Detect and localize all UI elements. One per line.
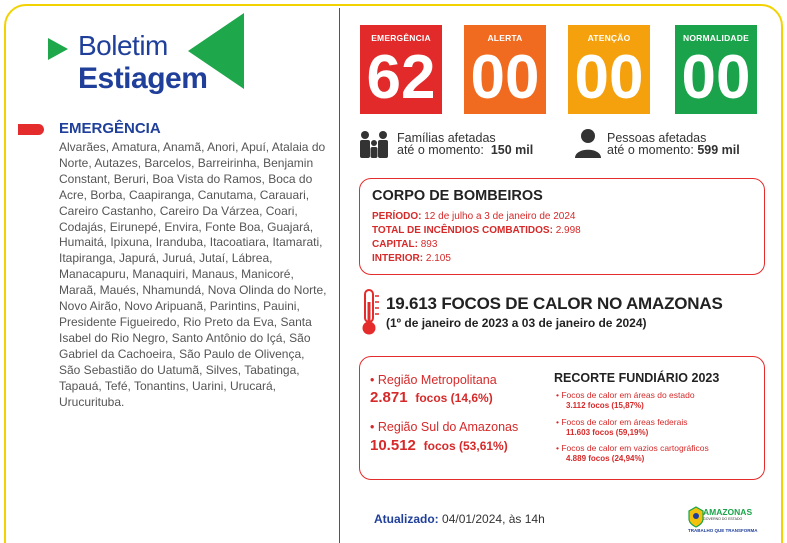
people-count: 599 mil [697, 143, 740, 157]
logo-title-line2: Estiagem [78, 62, 208, 95]
status-card-normalidade [675, 25, 757, 114]
status-label: NORMALIDADE [683, 33, 749, 43]
region-sul-value: 10.512 focos (53,61%) [370, 437, 508, 454]
recorte-value-vazios: 4.889 focos (24,94%) [566, 454, 645, 463]
region-metropolitana-value: 2.871 focos (14,6%) [370, 389, 493, 406]
interior-row: INTERIOR: 2.105 [372, 253, 451, 264]
recorte-value-estado: 3.112 focos (15,87%) [566, 401, 644, 410]
status-label: EMERGÊNCIA [371, 33, 431, 43]
family-icon [357, 130, 391, 160]
emergency-marker-icon [18, 124, 44, 135]
total-row: TOTAL DE INCÊNDIOS COMBATIDOS: 2.998 [372, 225, 581, 236]
recorte-title: RECORTE FUNDIÁRIO 2023 [554, 371, 720, 385]
region-sul-name: • Região Sul do Amazonas [370, 420, 519, 434]
gov-subtitle: GOVERNO DO ESTADO [703, 517, 743, 521]
recorte-item-federais: • Focos de calor em áreas federais [556, 417, 688, 427]
periodo-row: PERÍODO: 12 de julho a 3 de janeiro de 2024 [372, 211, 576, 222]
bombeiros-title: CORPO DE BOMBEIROS [372, 188, 543, 204]
families-affected: Famílias afetadas até o momento: 150 mil [397, 131, 534, 157]
people-affected: Pessoas afetadas até o momento: 599 mil [607, 131, 740, 157]
status-count: 62 [366, 43, 436, 112]
gov-slogan: TRABALHO QUE TRANSFORMA [688, 528, 758, 533]
regions-box [359, 356, 765, 480]
status-card-emergencia [360, 25, 442, 114]
capital-row: CAPITAL: 893 [372, 239, 438, 250]
emergency-heading: EMERGÊNCIA [59, 120, 161, 137]
recorte-item-estado: • Focos de calor em áreas do estado [556, 390, 695, 400]
status-count: 00 [470, 43, 540, 112]
bombeiros-box [359, 178, 765, 275]
logo-triangle-left-icon [48, 38, 68, 60]
logo-title-line1: Boletim [78, 30, 168, 61]
status-count: 00 [574, 43, 644, 112]
emergency-city-list: Alvarães, Amatura, Anamã, Anori, Apuí, Atalaia do Norte, Autazes, Barcelos, Barreirinha, Benjamin Constant, Beruri, Boa Vista do Ramos, Boca do Acre, Borba, Caapiranga, Canutama, Carauari, Careiro Castanho, Careiro Da Várzea, Coari, Codajás, Eirunepé, Envira, Fonte Boa, Guajará, Humaitá, Ipixuna, Iranduba, Itacoatiara, Itamarati, Itapiranga, Japurá, Juruá, Jutaí, Lábrea, Manacapuru, Manaquiri, Manaus, Manicoré, Maraã, Maués, Nhamundá, Nova Olinda do Norte, Novo Airão, Novo Aripuanã, Parintins, Pauini, Presidente Figueiredo, Rio Preto da Eva, Santa Isabel do Rio Negro, Santo Antônio do Içá, São Gabriel da Cachoeira, São Paulo de Olivença, São Sebastião do Uatumã, Silves, Tabatinga, Tapauá, Tefé, Tonantins, Uarini, Urucará, Urucurituba. [59, 140, 327, 409]
status-card-alerta [464, 25, 546, 114]
updated-timestamp: Atualizado: 04/01/2024, às 14h [374, 512, 545, 526]
focos-subtitle: (1º de janeiro de 2023 a 03 de janeiro de 2024) [386, 316, 647, 330]
families-count: 150 mil [490, 143, 534, 157]
status-count: 00 [681, 43, 751, 112]
region-metropolitana-name: • Região Metropolitana [370, 373, 497, 387]
status-label: ATENÇÃO [587, 33, 631, 43]
person-icon [574, 128, 602, 158]
recorte-item-vazios: • Focos de calor em vazios cartográficos [556, 443, 709, 453]
gov-name: AMAZONAS [703, 507, 753, 517]
recorte-value-federais: 11.603 focos (59,19%) [566, 428, 649, 437]
focos-title: 19.613 FOCOS DE CALOR NO AMAZONAS [386, 294, 723, 313]
amazonas-crest-icon [688, 506, 704, 528]
status-label: ALERTA [487, 33, 523, 43]
thermometer-icon [359, 288, 381, 336]
status-card-atencao [568, 25, 650, 114]
column-divider [339, 8, 340, 543]
